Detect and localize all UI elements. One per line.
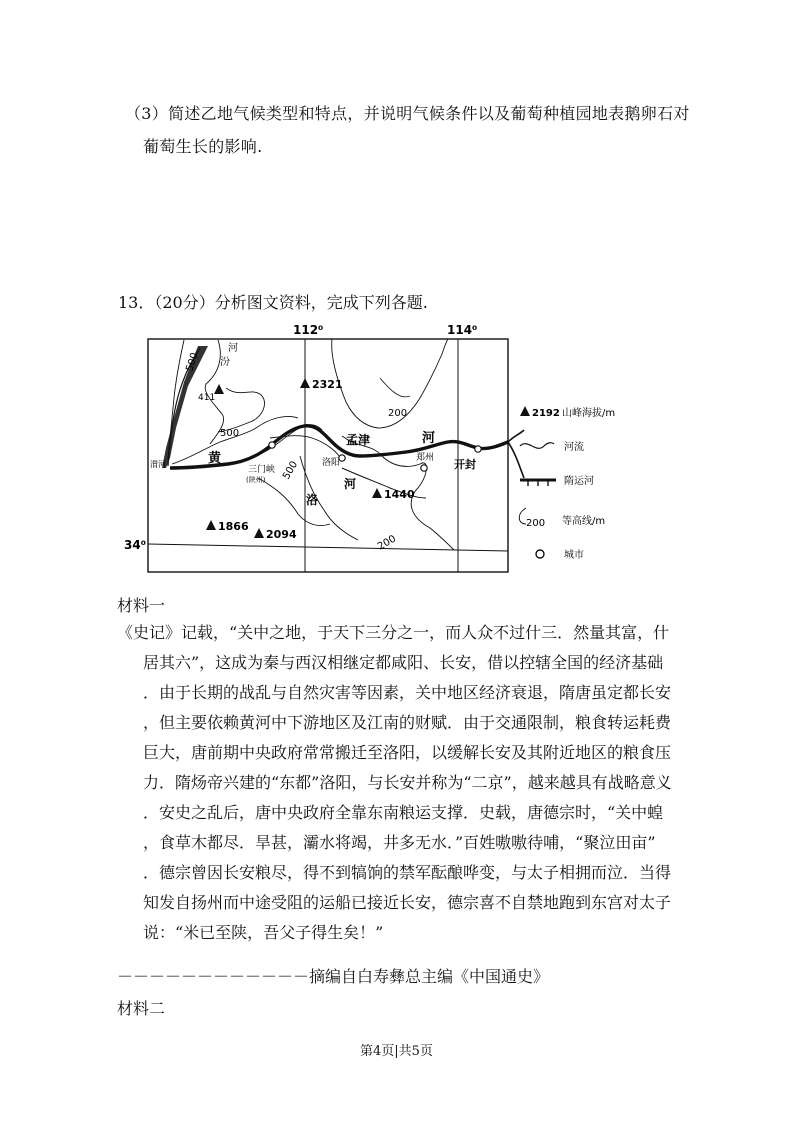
material1-line: ．德宗曾因长安粮尽，得不到犒饷的禁军酝酿哗变，与太子相拥而泣．当得 (143, 863, 672, 882)
peak-411-icon (214, 384, 224, 394)
legend-city-icon (536, 550, 544, 558)
material1-line: ，食草木都尽．旱甚，灞水将竭，井多无水．”百姓嗷嗷待哺，“聚泣田亩” (143, 833, 656, 852)
mengjin-label: 孟津 (346, 433, 371, 447)
contour-south-ridge (258, 478, 330, 526)
weinan-label: 渭河 (150, 460, 166, 469)
material1-line: ，但主要依赖黄河中下游地区及江南的财赋．由于交通限制，粮食转运耗费 (143, 713, 672, 732)
city-kaifeng (475, 446, 481, 452)
peak-1440-icon (372, 488, 382, 498)
page-footer: 第4页|共5页 (360, 1044, 433, 1059)
material2-label: 材料二 (117, 999, 166, 1018)
material1-line: 知发自扬州而中途受阻的运船已接近长安，德宗喜不自禁地跑到东宫对太子 (143, 893, 672, 912)
fen-river-label: 汾 (220, 357, 230, 368)
peak-2321-icon (300, 378, 310, 388)
contour-500-mid (218, 388, 265, 432)
material1-line: 居其六”，这成为秦与西汉相继定都咸阳、长安，借以控辖全国的经济基础 (143, 653, 664, 672)
legend-canal-label: 隋运河 (564, 476, 594, 487)
material1-body (117, 618, 677, 948)
legend-river-icon (520, 443, 554, 449)
huang-label: 黄 (208, 451, 222, 466)
legend-peak-icon (520, 406, 530, 416)
sanmenxia-label: 三门峡 (248, 465, 276, 475)
peak-1440-value: 1440 (384, 488, 415, 501)
material1-line: 《史记》记载，“关中之地，于天下三分之一，而人众不过什三．然量其富，什 (117, 623, 670, 642)
luo-he-label: 河 (344, 477, 357, 491)
fen-river-label-2: 河 (228, 343, 238, 354)
city-sanmenxia (269, 442, 275, 448)
sui-canal-south (508, 442, 524, 478)
contour-500-mid-label: 500 (220, 428, 240, 439)
contour-200-inner (380, 378, 410, 397)
legend-peak-label: 山峰海拔/m (562, 408, 616, 419)
shanzhou-label: (陕州) (246, 476, 266, 484)
material1-line: 巨大，唐前期中央政府常常搬迁至洛阳，以缓解长安及其附近地区的粮食压 (143, 743, 672, 762)
lon-112-label: 112⁰ (293, 323, 324, 337)
material1-line: ．由于长期的战乱与自然灾害等因素，关中地区经济衰退，隋唐虽定都长安 (143, 683, 672, 702)
legend-contour-value: 200 (526, 518, 546, 529)
city-zhengzhou (421, 465, 427, 471)
legend-contour-icon (519, 508, 526, 524)
contour-200-south-label: 200 (376, 533, 399, 553)
map-figure (110, 318, 630, 580)
question3-line2: 葡萄生长的影响. (143, 137, 263, 156)
zhengzhou-label: 郑州 (416, 453, 435, 463)
peak-1866-icon (206, 520, 216, 530)
peak-2094-icon (254, 528, 264, 538)
legend-river-label: 河流 (564, 442, 584, 453)
peak-2094-value: 2094 (266, 528, 297, 541)
contour-500-west-label: 500 (184, 351, 201, 373)
lon-114-label: 114⁰ (447, 323, 478, 337)
luoyang-label: 洛阳 (322, 458, 341, 468)
luo-label: 洛 (306, 493, 319, 507)
legend-peak-value: 2192 (532, 408, 560, 419)
question13-title: 13．（20分）分析图文资料，完成下列各题. (118, 293, 428, 312)
map-frame (148, 339, 508, 572)
material1-line: 说：“米已至陕，吾父子得生矣！” (143, 923, 384, 942)
he-label: 河 (422, 431, 436, 446)
material1-label: 材料一 (117, 596, 166, 615)
material1-line: 力．隋炀帝兴建的“东都”洛阳，与长安并称为“二京”，越来越具有战略意义 (143, 773, 672, 792)
contour-500-south-label: 500 (281, 459, 301, 482)
legend-city-label: 城市 (564, 550, 584, 561)
material1-line: ．安史之乱后，唐中央政府全靠东南粮运支撑．史载，唐德宗时，“关中蝗 (143, 803, 664, 822)
peak-2321-value: 2321 (312, 378, 343, 391)
legend-contour-label: 等高线/m (562, 516, 606, 527)
contour-200-north-label: 200 (388, 408, 408, 419)
material1-source: －－－－－－－－－－－－摘编自白寿彝总主编《中国通史》 (117, 967, 550, 986)
peak-411-value: 411 (198, 393, 216, 403)
peak-1866-value: 1866 (218, 520, 249, 533)
sui-canal-north (508, 430, 524, 442)
lat-34-label: 34⁰ (124, 538, 146, 552)
question3-line1: （3）简述乙地气候类型和特点，并说明气候条件以及葡萄种植园地表鹅卵石对 (125, 104, 690, 123)
kaifeng-label: 开封 (454, 458, 476, 471)
